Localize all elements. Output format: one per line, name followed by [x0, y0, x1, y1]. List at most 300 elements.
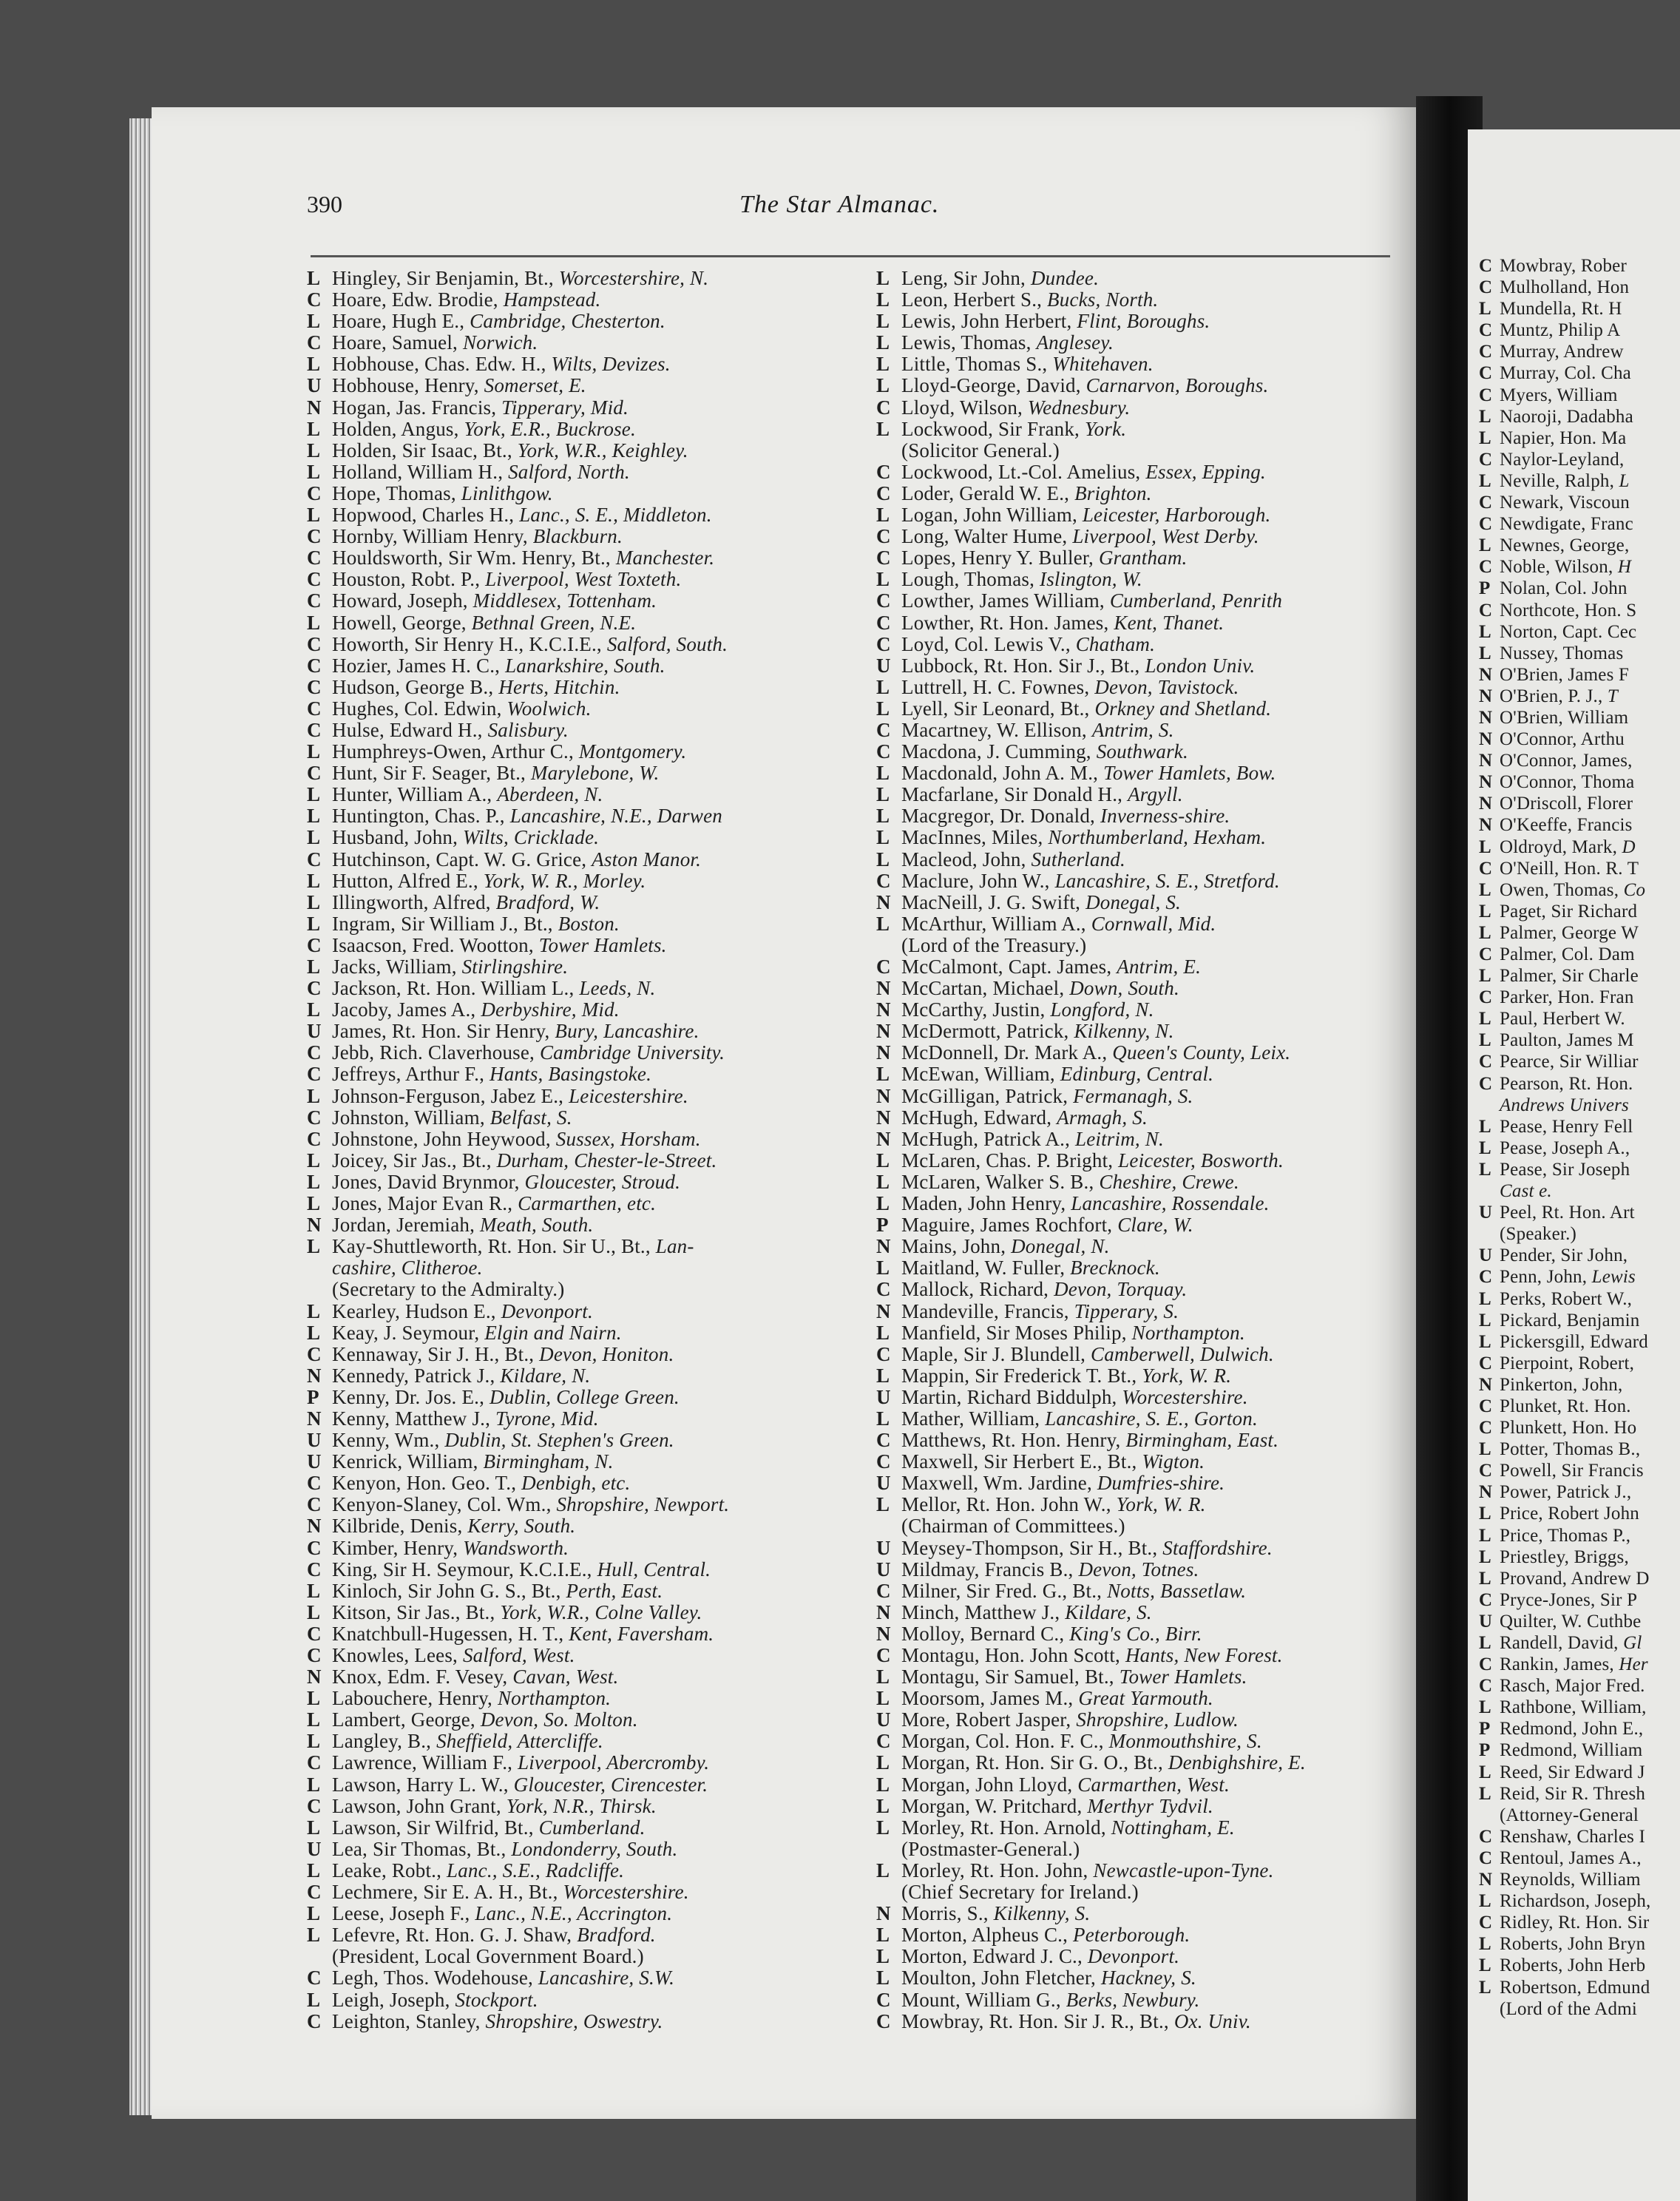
constituency: Bethnal Green, N.E.: [471, 612, 637, 634]
party-letter: N: [876, 1300, 891, 1322]
party-letter: L: [876, 1752, 890, 1774]
member-entry: [307, 892, 898, 913]
member-name: Macleod, John,: [901, 848, 1032, 870]
member-name: Molloy, Bernard C.,: [901, 1623, 1070, 1645]
constituency: Norwich.: [462, 332, 538, 354]
member-entry: [1479, 1438, 1680, 1460]
party-letter: L: [307, 1816, 321, 1839]
constituency: Elgin and Nairn.: [484, 1322, 622, 1344]
member-name: Murray, Andrew: [1500, 342, 1624, 362]
member-entry: [1479, 600, 1680, 621]
party-letter: C: [1479, 1847, 1493, 1868]
member-entry: [876, 741, 1409, 763]
member-entry: [1479, 255, 1680, 277]
member-entry: [307, 2011, 898, 2032]
party-letter: C: [307, 1343, 322, 1365]
party-letter: C: [307, 633, 322, 655]
member-name: Maple, Sir J. Blundell,: [901, 1343, 1091, 1365]
party-letter: C: [876, 590, 891, 612]
member-name: Rentoul, James A.,: [1500, 1847, 1642, 1868]
member-entry: [1479, 1826, 1680, 1847]
member-entry: [876, 1451, 1409, 1473]
member-name: Jacoby, James A.,: [332, 999, 481, 1021]
party-letter: C: [1479, 277, 1493, 298]
member-name: (Solicitor General.): [901, 439, 1060, 462]
constituency: Leicester, Harborough.: [1082, 504, 1271, 527]
party-letter: N: [307, 1407, 322, 1430]
member-name: McHugh, Patrick A.,: [901, 1128, 1075, 1150]
party-letter: C: [876, 612, 891, 634]
party-letter: N: [1479, 1870, 1493, 1890]
party-letter: N: [1479, 815, 1493, 836]
party-letter: C: [876, 396, 891, 419]
constituency: Gloucester, Stroud.: [524, 1171, 681, 1193]
member-name: Minch, Matthew J.,: [901, 1601, 1066, 1623]
constituency: Cambridge, Chesterton.: [470, 311, 665, 333]
party-letter: C: [307, 1795, 322, 1817]
member-entry: [1479, 1008, 1680, 1030]
member-entry: [1479, 1525, 1680, 1546]
party-letter: L: [1479, 1009, 1491, 1030]
party-letter: L: [876, 311, 890, 333]
party-letter: L: [876, 1688, 890, 1710]
party-letter: L: [876, 848, 890, 870]
member-entry: [1479, 750, 1680, 771]
member-entry: [1479, 1998, 1680, 2020]
constituency: Kerry, South.: [467, 1515, 576, 1538]
member-name: Lawrence, William F.,: [332, 1752, 518, 1774]
member-name: Hudson, George B.,: [332, 676, 499, 698]
member-entry: [876, 311, 1409, 332]
party-letter: L: [876, 1666, 890, 1688]
constituency: Donegal, N.: [1011, 1236, 1110, 1258]
member-name: Power, Patrick J.,: [1500, 1482, 1632, 1503]
party-letter: C: [876, 870, 891, 892]
constituency: Derbyshire, Mid.: [481, 999, 620, 1021]
member-name: Pickard, Benjamin: [1500, 1310, 1640, 1331]
constituency: Orkney and Shetland.: [1094, 697, 1272, 720]
member-entry: [876, 763, 1409, 784]
member-name: Ridley, Rt. Hon. Sir: [1500, 1913, 1650, 1933]
party-letter: L: [1479, 1504, 1491, 1524]
member-name: Oldroyd, Mark,: [1500, 836, 1622, 857]
member-entry: [307, 1860, 898, 1882]
member-entry: [1479, 385, 1680, 406]
member-name: Lowther, James William,: [901, 590, 1110, 612]
member-name: Howell, George,: [332, 612, 472, 634]
member-entry: [876, 892, 1409, 913]
member-name: Hobhouse, Henry,: [332, 375, 484, 397]
party-letter: L: [876, 332, 890, 354]
member-entry: [876, 1344, 1409, 1365]
constituency: Boston.: [558, 913, 620, 935]
member-name: Napier, Hon. Ma: [1500, 427, 1627, 448]
member-name: Hunter, William A.,: [332, 784, 498, 806]
party-letter: C: [307, 526, 322, 548]
member-entry: [307, 590, 898, 612]
member-name: Kenny, Wm.,: [332, 1430, 445, 1452]
party-letter: N: [876, 1903, 891, 1925]
member-name: O'Connor, Thoma: [1500, 772, 1635, 793]
party-letter: C: [1479, 944, 1493, 964]
member-name: Morgan, Col. Hon. F. C.,: [901, 1731, 1109, 1753]
constituency: Liverpool, West Toxteth.: [485, 569, 682, 591]
member-entry: [876, 1860, 1409, 1882]
party-letter: C: [876, 482, 891, 504]
member-entry: [876, 332, 1409, 354]
party-letter: L: [1479, 1288, 1491, 1309]
member-name: McDonnell, Dr. Mark A.,: [901, 1042, 1113, 1064]
member-name: Provand, Andrew D: [1500, 1568, 1650, 1589]
constituency: Tower Hamlets, Bow.: [1103, 763, 1276, 785]
constituency: Montgomery.: [578, 741, 687, 763]
member-entry: [307, 462, 898, 483]
constituency: Northampton.: [1131, 1322, 1245, 1344]
member-name: (Chairman of Committees.): [901, 1515, 1125, 1538]
party-letter: C: [307, 590, 322, 612]
member-name: Nussey, Thomas: [1500, 643, 1624, 663]
party-letter: N: [876, 999, 891, 1021]
member-entry: [307, 1817, 898, 1839]
member-entry: [876, 1796, 1409, 1817]
member-name: (President, Local Government Board.): [332, 1946, 644, 1968]
member-entry: [1479, 556, 1680, 578]
constituency: York, W.R., Colne Valley.: [500, 1601, 702, 1623]
member-name: Hingley, Sir Benjamin, Bt.,: [332, 268, 559, 289]
member-entry: [307, 720, 898, 741]
party-letter: C: [1479, 363, 1493, 384]
constituency: Flint, Boroughs.: [1077, 311, 1210, 333]
party-letter: C: [307, 1494, 322, 1516]
constituency: Bradford.: [577, 1924, 656, 1947]
member-entry: [876, 1774, 1409, 1796]
party-letter: P: [876, 1214, 889, 1237]
constituency: Carnarvon, Boroughs.: [1085, 375, 1269, 397]
member-list-left-column: [307, 268, 898, 2032]
party-letter: L: [307, 1731, 321, 1753]
member-entry: [1479, 1546, 1680, 1568]
party-letter: L: [307, 612, 321, 634]
member-name: James, Rt. Hon. Sir Henry,: [332, 1021, 555, 1043]
member-name: McCarthy, Justin,: [901, 999, 1051, 1021]
constituency: Anglesey.: [1036, 332, 1114, 354]
member-name: Kenrick, William,: [332, 1451, 484, 1473]
party-letter: C: [307, 1473, 322, 1495]
member-entry: [1479, 1396, 1680, 1417]
member-name: Northcote, Hon. S: [1500, 600, 1637, 621]
member-entry: [1479, 470, 1680, 492]
constituency: Wandsworth.: [463, 1537, 569, 1559]
constituency: Birmingham, East.: [1125, 1430, 1279, 1452]
member-name: Martin, Richard Biddulph,: [901, 1386, 1122, 1408]
member-entry: [876, 1365, 1409, 1387]
member-entry: [876, 698, 1409, 720]
member-name: Howorth, Sir Henry H., K.C.I.E.,: [332, 633, 607, 655]
member-name: Jebb, Rich. Claverhouse,: [332, 1042, 540, 1064]
member-name: Howard, Joseph,: [332, 590, 473, 612]
member-entry: [876, 1086, 1409, 1107]
member-entry: [876, 935, 1409, 956]
party-letter: L: [1479, 1955, 1491, 1976]
member-entry: [876, 354, 1409, 375]
member-name: Jones, Major Evan R.,: [332, 1193, 518, 1215]
member-entry: [1479, 1374, 1680, 1396]
member-entry: [307, 268, 898, 289]
constituency: Salford, West.: [462, 1645, 575, 1666]
member-name: Murray, Col. Cha: [1500, 363, 1631, 384]
member-entry: [307, 784, 898, 805]
member-name: Mellor, Rt. Hon. John W.,: [901, 1494, 1117, 1516]
member-name: Paget, Sir Richard: [1500, 901, 1638, 922]
member-name: Hulse, Edward H.,: [332, 719, 488, 741]
member-name: (Chief Secretary for Ireland.): [901, 1882, 1139, 1904]
constituency: Shropshire, Ludlow.: [1076, 1709, 1239, 1731]
party-letter: L: [1479, 1783, 1491, 1804]
member-entry: [307, 547, 898, 569]
party-letter: L: [1479, 1159, 1491, 1180]
member-name: (Lord of the Admi: [1500, 1998, 1638, 2019]
party-letter: L: [307, 461, 321, 483]
member-entry: [307, 1774, 898, 1796]
member-entry: [876, 720, 1409, 741]
constituency: Andrews Univers: [1500, 1095, 1629, 1115]
member-name: Naylor-Leyland,: [1500, 449, 1625, 470]
member-name: Houston, Robt. P.,: [332, 569, 486, 591]
member-name: McLaren, Walker S. B.,: [901, 1171, 1100, 1193]
member-entry: [876, 1924, 1409, 1946]
constituency: Bradford, W.: [495, 891, 600, 913]
member-entry: [1479, 1611, 1680, 1632]
member-name: Price, Thomas P.,: [1500, 1525, 1631, 1546]
member-name: Myers, William: [1500, 385, 1618, 405]
member-entry: [876, 827, 1409, 848]
member-entry: [307, 827, 898, 848]
party-letter: L: [307, 1300, 321, 1322]
member-entry: [1479, 1180, 1680, 1202]
member-entry: [1479, 513, 1680, 535]
member-name: Plunket, Rt. Hon.: [1500, 1396, 1631, 1416]
member-name: Long, Walter Hume,: [901, 526, 1073, 548]
member-name: Newark, Viscoun: [1500, 493, 1630, 513]
party-letter: L: [876, 418, 890, 440]
party-letter: L: [1479, 1331, 1491, 1352]
constituency: Brecknock.: [1070, 1257, 1160, 1279]
member-entry: [307, 1236, 898, 1257]
party-letter: C: [1479, 1052, 1493, 1072]
constituency: Tower Hamlets.: [1119, 1666, 1247, 1688]
member-name: Leese, Joseph F.,: [332, 1903, 475, 1925]
member-name: Pease, Joseph A.,: [1500, 1137, 1630, 1158]
member-name: Macdona, J. Cumming,: [901, 741, 1097, 763]
member-name: Little, Thomas S.,: [901, 354, 1053, 376]
member-name: Jones, David Brynmor,: [332, 1171, 525, 1193]
constituency: Devonport.: [1087, 1946, 1180, 1968]
member-name: Newnes, George,: [1500, 535, 1630, 556]
party-letter: L: [1479, 1525, 1491, 1546]
member-entry: [1479, 1353, 1680, 1374]
member-entry: [876, 1709, 1409, 1731]
member-name: Hunt, Sir F. Seager, Bt.,: [332, 763, 531, 785]
constituency: Northampton.: [497, 1688, 612, 1710]
member-name: Leighton, Stanley,: [332, 2010, 486, 2032]
member-name: Huntington, Chas. P.,: [332, 805, 510, 828]
member-name: Pearce, Sir Williar: [1500, 1052, 1639, 1072]
party-letter: C: [307, 1064, 322, 1086]
member-entry: [876, 1494, 1409, 1515]
member-entry: [307, 526, 898, 547]
member-name: Mains, John,: [901, 1236, 1012, 1258]
party-letter: L: [876, 1407, 890, 1430]
party-letter: C: [876, 1343, 891, 1365]
member-name: Joicey, Sir Jas., Bt.,: [332, 1149, 497, 1172]
party-letter: N: [1479, 1374, 1493, 1395]
member-name: Renshaw, Charles I: [1500, 1826, 1646, 1847]
member-name: O'Brien, James F: [1500, 664, 1630, 685]
party-letter: L: [307, 913, 321, 935]
constituency: Camberwell, Dulwich.: [1091, 1343, 1274, 1365]
member-entry: [1479, 449, 1680, 470]
party-letter: L: [876, 354, 890, 376]
constituency: Longford, N.: [1050, 999, 1154, 1021]
member-name: Maxwell, Wm. Jardine,: [901, 1473, 1097, 1495]
member-name: Lowther, Rt. Hon. James,: [901, 612, 1114, 634]
member-entry: [307, 805, 898, 827]
member-name: Maxwell, Sir Herbert E., Bt.,: [901, 1451, 1142, 1473]
party-letter: C: [1479, 1676, 1493, 1697]
member-entry: [876, 1817, 1409, 1839]
member-name: Mulholland, Hon: [1500, 277, 1630, 298]
member-entry: [1479, 1977, 1680, 1998]
party-letter: L: [1479, 966, 1491, 987]
constituency: Marylebone, W.: [530, 763, 660, 785]
member-name: Loyd, Col. Lewis V.,: [901, 633, 1076, 655]
member-entry: [1479, 793, 1680, 814]
constituency: Carmarthen, etc.: [518, 1193, 657, 1215]
member-name: Isaacson, Fred. Wootton,: [332, 934, 539, 956]
member-entry: [307, 1946, 898, 1967]
constituency: Great Yarmouth.: [1078, 1688, 1213, 1710]
member-name: Lloyd, Wilson,: [901, 396, 1028, 419]
member-entry: [1479, 535, 1680, 556]
member-entry: [307, 1150, 898, 1172]
member-name: Maclure, John W.,: [901, 870, 1055, 892]
constituency: Lewis: [1591, 1267, 1636, 1288]
party-letter: L: [307, 891, 321, 913]
constituency: Woolwich.: [507, 697, 592, 720]
party-letter: U: [307, 1838, 322, 1860]
constituency: Cast e.: [1500, 1181, 1552, 1202]
member-entry: [876, 547, 1409, 569]
member-name: Morley, Rt. Hon. John,: [901, 1859, 1094, 1882]
member-name: Maguire, James Rochfort,: [901, 1214, 1118, 1237]
member-name: Keay, J. Seymour,: [332, 1322, 485, 1344]
member-name: Price, Robert John: [1500, 1504, 1639, 1524]
member-entry: [307, 956, 898, 978]
member-entry: [1479, 1073, 1680, 1095]
member-name: Lubbock, Rt. Hon. Sir J., Bt.,: [901, 655, 1145, 677]
member-name: Ingram, Sir William J., Bt.,: [332, 913, 558, 935]
member-entry: [307, 1064, 898, 1085]
member-entry: [1479, 1933, 1680, 1955]
member-name: Hobhouse, Chas. Edw. H.,: [332, 354, 552, 376]
member-entry: [876, 397, 1409, 419]
member-entry: [1479, 1331, 1680, 1353]
member-entry: [1479, 578, 1680, 599]
member-entry: [307, 1214, 898, 1236]
party-letter: C: [876, 2010, 891, 2032]
constituency: Antrim, S.: [1091, 719, 1174, 741]
member-entry: [1479, 771, 1680, 793]
member-entry: [876, 590, 1409, 612]
constituency: Sussex, Horsham.: [555, 1128, 701, 1150]
member-entry: [1479, 965, 1680, 987]
member-name: McLaren, Chas. P. Bright,: [901, 1149, 1119, 1172]
party-letter: C: [307, 676, 322, 698]
member-entry: [1479, 1740, 1680, 1761]
member-name: Lawson, Harry L. W.,: [332, 1774, 514, 1796]
member-name: Reid, Sir R. Thresh: [1500, 1783, 1646, 1804]
member-entry: [307, 1709, 898, 1731]
member-name: Hornby, William Henry,: [332, 526, 533, 548]
constituency: Worcestershire.: [1122, 1386, 1248, 1408]
member-entry: [1479, 1223, 1680, 1245]
party-letter: N: [876, 891, 891, 913]
member-entry: [876, 1882, 1409, 1903]
party-letter: N: [307, 1214, 322, 1237]
member-name: Palmer, George W: [1500, 922, 1639, 943]
party-letter: N: [1479, 707, 1493, 728]
party-letter: L: [1479, 1697, 1491, 1718]
member-entry: [307, 763, 898, 784]
party-letter: L: [307, 784, 321, 806]
member-entry: [876, 1214, 1409, 1236]
constituency: Manchester.: [615, 547, 715, 569]
member-name: Jordan, Jeremiah,: [332, 1214, 481, 1237]
member-entry: [876, 1839, 1409, 1860]
party-letter: L: [876, 827, 890, 849]
member-name: Priestley, Briggs,: [1500, 1546, 1629, 1567]
party-letter: C: [1479, 449, 1493, 470]
party-letter: L: [1479, 427, 1491, 448]
party-letter: N: [307, 1515, 322, 1538]
member-entry: [876, 375, 1409, 396]
member-entry: [876, 1257, 1409, 1279]
member-name: Johnston, William,: [332, 1106, 490, 1129]
member-name: O'Driscoll, Florer: [1500, 794, 1633, 814]
constituency: Denbighshire, E.: [1168, 1752, 1306, 1774]
party-letter: L: [876, 1859, 890, 1882]
constituency: Cavan, West.: [512, 1666, 619, 1688]
member-name: Rankin, James,: [1500, 1654, 1619, 1675]
member-entry: [1479, 901, 1680, 922]
member-list-right-column: [876, 268, 1409, 2032]
party-letter: C: [307, 697, 322, 720]
member-entry: [307, 397, 898, 419]
member-entry: [307, 1731, 898, 1752]
member-name: Lefevre, Rt. Hon. G. J. Shaw,: [332, 1924, 578, 1947]
member-entry: [307, 569, 898, 590]
member-name: Richardson, Joseph,: [1500, 1891, 1651, 1912]
member-entry: [876, 1430, 1409, 1451]
member-entry: [876, 1408, 1409, 1430]
member-entry: [1479, 836, 1680, 858]
constituency: Liverpool, Abercromby.: [518, 1752, 710, 1774]
member-entry: [1479, 1202, 1680, 1223]
member-entry: [1479, 1030, 1680, 1051]
member-name: Mandeville, Francis,: [901, 1300, 1074, 1322]
constituency: D: [1622, 836, 1636, 857]
constituency: Wednesbury.: [1027, 396, 1131, 419]
